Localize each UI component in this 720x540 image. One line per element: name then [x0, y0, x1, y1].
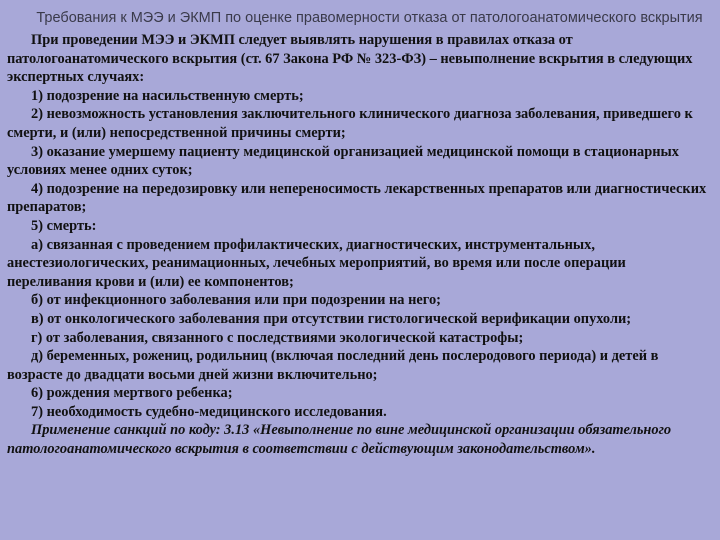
list-item: 5) смерть:: [31, 217, 97, 234]
list-item: б) от инфекционного заболевания или при подозрении на него;: [31, 292, 441, 309]
list-item: 1) подозрение на насильственную смерть;: [31, 87, 304, 104]
list-item: в) от онкологического заболевания при отсутствии гистологической верификации опухоли;: [31, 310, 632, 327]
list-item: а) связанная с проведением профилактических, диагностических, инструментальных, анестезиологических, реанимационных, лечебных мероприятий, во время или после операции переливания крови и (или) ее компонентов;: [7, 236, 626, 290]
sanction-paragraph: Применение санкций по коду: 3.13 «Невыполнение по вине медицинской организации обязательного патологоанатомического вскрытия в соответствии с действующим законодательством».: [7, 422, 672, 458]
list-item: 3) оказание умершему пациенту медицинской организацией медицинской помощи в стационарных условиях менее одних суток;: [7, 143, 679, 179]
list-item: д) беременных, рожениц, родильниц (включая последний день послеродового периода) и детей в возрасте до двадцати восьми дней жизни включительно;: [7, 348, 659, 383]
list-item: г) от заболевания, связанного с последствиями экологической катастрофы;: [31, 329, 524, 346]
intro-paragraph: При проведении МЭЭ и ЭКМП следует выявлять нарушения в правилах отказа от патологоанатомического вскрытия (ст. 67 Закона РФ № 323-ФЗ) – невыполнение вскрытия в следующих экспертных случаях:: [7, 32, 693, 86]
list-item: 2) невозможность установления заключительного клинического диагноза заболевания, приведшего к смерти, и (или) непосредственной причины смерти;: [7, 106, 693, 141]
list-item: 6) рождения мертвого ребенка;: [31, 385, 233, 402]
document-body: [7, 31, 712, 459]
list-item: 7) необходимость судебно-медицинского исследования.: [31, 403, 387, 420]
list-item: 4) подозрение на передозировку или непереносимость лекарственных препаратов или диагностических препаратов;: [7, 180, 707, 216]
page-title: Требования к МЭЭ и ЭКМП по оценке правомерности отказа от патологоанатомического вскрытия: [36, 10, 703, 26]
